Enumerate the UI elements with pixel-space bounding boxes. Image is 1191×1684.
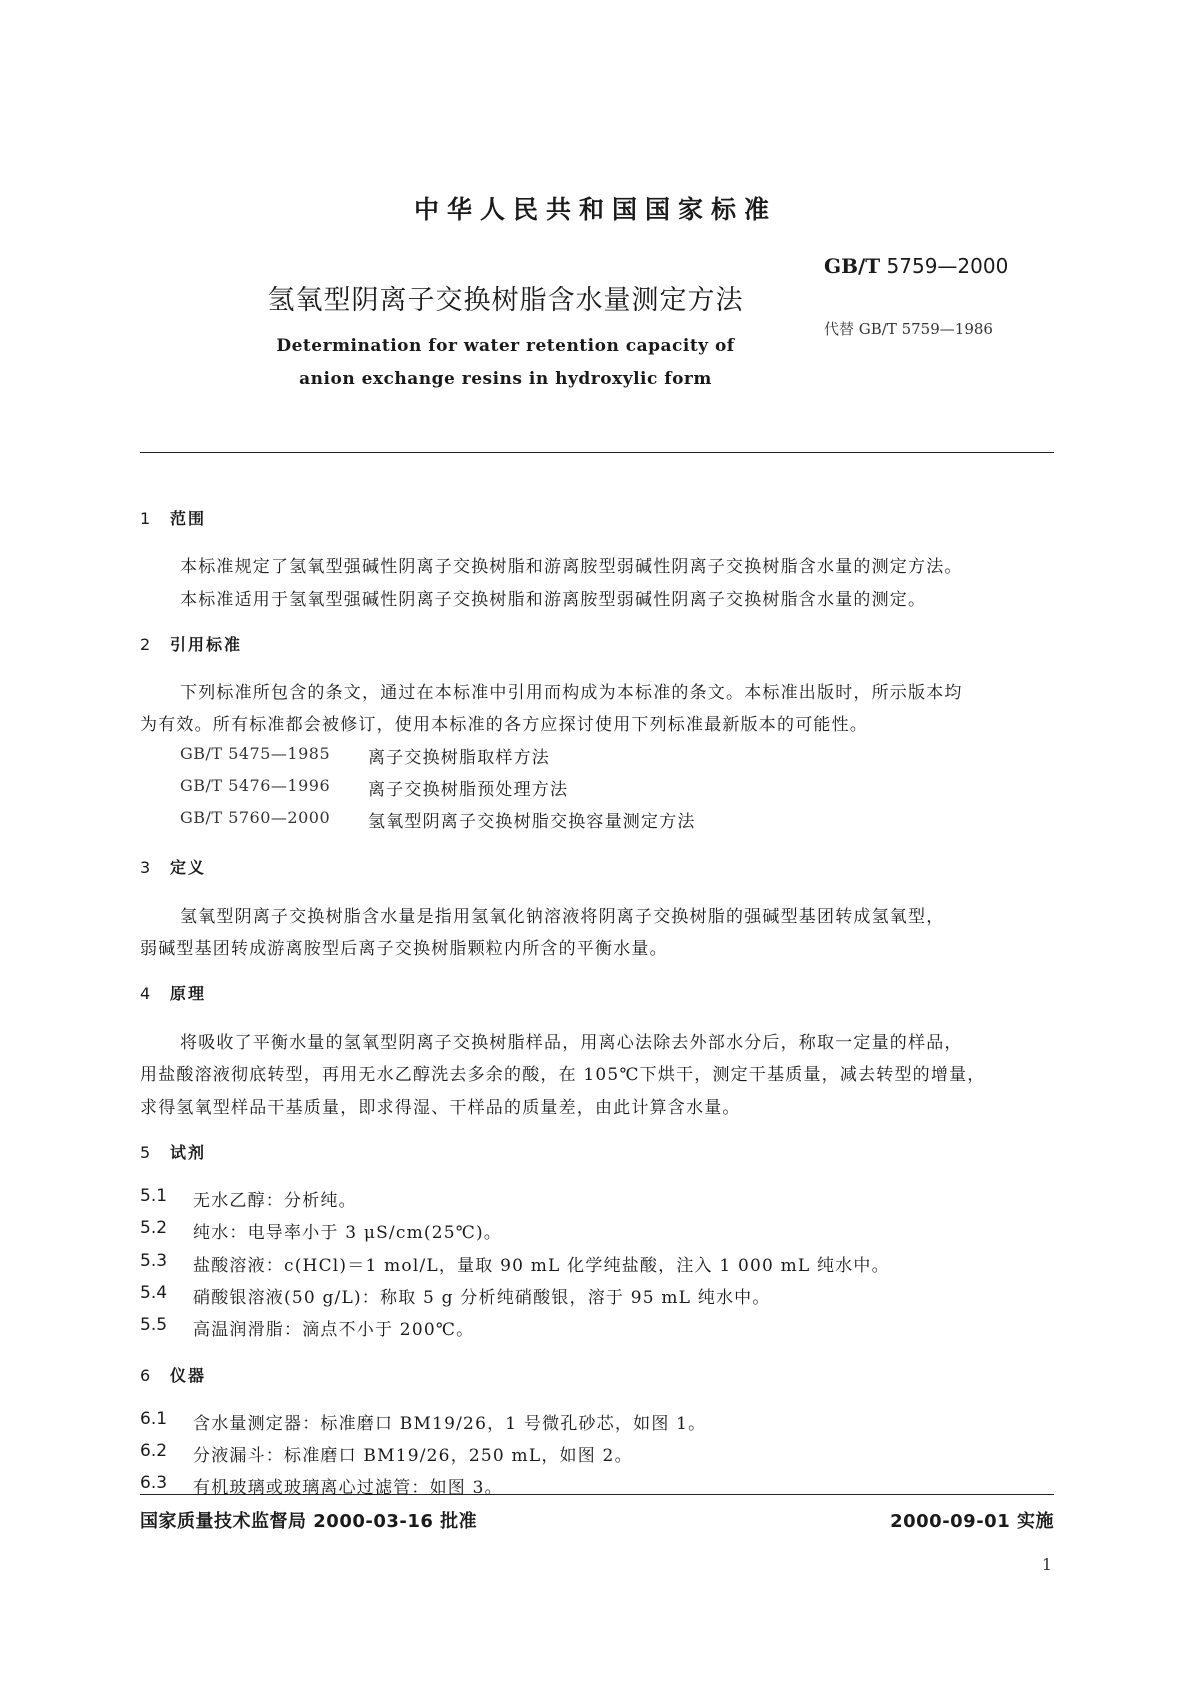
section-3-paragraph-line2: 弱碱型基团转成游离胺型后离子交换树脂颗粒内所含的平衡水量。 [140,939,668,959]
clause-number: 6.3 [140,1473,168,1493]
section-title: 引用标准 [170,635,243,654]
clause-number: 5.4 [140,1283,168,1303]
section-6-heading [140,1363,206,1386]
section-3-heading [140,855,206,878]
standard-number: 5759—2000 [886,254,1009,278]
clause-number: 6.2 [140,1441,168,1461]
section-number: 6 [140,1366,153,1385]
section-3-paragraph-line1: 氢氧型阴离子交换树脂含水量是指用氢氧化钠溶液将阴离子交换树脂的强碱型基团转成氢氧型， [180,907,945,927]
approval-statement: 国家质量技术监督局 2000-03-16 批准 [140,1511,478,1532]
page-number: 1 [1041,1555,1052,1574]
section-5-heading [140,1140,206,1163]
standard-prefix: GB/T [824,254,881,278]
clause-number: 5.3 [140,1251,168,1271]
clause-number: 6.1 [140,1409,168,1429]
standard-code [824,254,1008,278]
document-title-cn: 氢氧型阴离子交换树脂含水量测定方法 [267,285,744,316]
reference-code: GB/T 5760—2000 [180,808,331,827]
section-1-paragraph-2: 本标准适用于氢氧型强碱性阴离子交换树脂和游离胺型弱碱性阴离子交换树脂含水量的测定。 [180,590,927,610]
header-divider [140,452,1054,453]
document-title-en-line1: Determination for water retention capacity of [276,336,735,356]
section-number: 4 [140,984,153,1003]
clause-text: 硝酸银溶液(50 g/L)：称取 5 g 分析纯硝酸银，溶于 95 mL 纯水中。 [193,1288,771,1308]
reference-title: 氢氧型阴离子交换树脂交换容量测定方法 [368,812,696,832]
section-title: 范围 [170,509,207,528]
clause-text: 无水乙醇：分析纯。 [193,1191,357,1211]
section-number: 2 [140,635,153,654]
section-1-heading [140,506,206,529]
clause-text: 有机玻璃或玻璃离心过滤管：如图 3。 [193,1478,503,1498]
section-2-paragraph-line2: 为有效。所有标准都会被修订，使用本标准的各方应探讨使用下列标准最新版本的可能性。 [140,715,868,735]
section-title: 原理 [170,984,207,1003]
section-2-heading [140,632,242,655]
national-standard-heading: 中华人民共和国国家标准 [413,195,777,224]
section-2-paragraph-line1: 下列标准所包含的条文，通过在本标准中引用而构成为本标准的条文。本标准出版时，所示版本均 [180,683,963,703]
section-title: 仪器 [170,1366,207,1385]
reference-title: 离子交换树脂取样方法 [368,748,550,768]
reference-code: GB/T 5475—1985 [180,744,331,763]
section-number: 3 [140,858,153,877]
clause-text: 含水量测定器：标准磨口 BM19/26，1 号微孔砂芯，如图 1。 [193,1414,707,1434]
section-4-heading [140,981,206,1004]
section-1-paragraph-1: 本标准规定了氢氧型强碱性阴离子交换树脂和游离胺型弱碱性阴离子交换树脂含水量的测定方法。 [180,557,963,577]
section-title: 试剂 [170,1143,207,1162]
clause-number: 5.2 [140,1218,168,1238]
replaces-standard: 代替 GB/T 5759—1986 [824,320,993,338]
section-number: 1 [140,509,153,528]
clause-text: 纯水：电导率小于 3 μS/cm(25℃)。 [193,1223,502,1243]
clause-number: 5.1 [140,1186,168,1206]
clause-number: 5.5 [140,1315,168,1335]
clause-text: 高温润滑脂：滴点不小于 200℃。 [193,1320,475,1340]
clause-text: 分液漏斗：标准磨口 BM19/26，250 mL，如图 2。 [193,1446,633,1466]
section-4-paragraph-line2: 用盐酸溶液彻底转型，再用无水乙醇洗去多余的酸，在 105℃下烘干，测定干基质量，减去转型的增量， [140,1065,986,1085]
section-4-paragraph-line1: 将吸收了平衡水量的氢氧型阴离子交换树脂样品，用离心法除去外部水分后，称取一定量的样品， [180,1033,963,1053]
document-title-en-line2: anion exchange resins in hydroxylic form [299,369,712,389]
reference-title: 离子交换树脂预处理方法 [368,780,569,800]
section-title: 定义 [170,858,207,877]
reference-code: GB/T 5476—1996 [180,776,331,795]
section-number: 5 [140,1143,153,1162]
footer-divider [140,1494,1054,1495]
clause-text: 盐酸溶液：c(HCl)＝1 mol/L，量取 90 mL 化学纯盐酸，注入 1 000 mL 纯水中。 [193,1256,890,1276]
effective-date: 2000-09-01 实施 [890,1511,1054,1532]
section-4-paragraph-line3: 求得氢氧型样品干基质量，即求得湿、干样品的质量差，由此计算含水量。 [140,1098,741,1118]
